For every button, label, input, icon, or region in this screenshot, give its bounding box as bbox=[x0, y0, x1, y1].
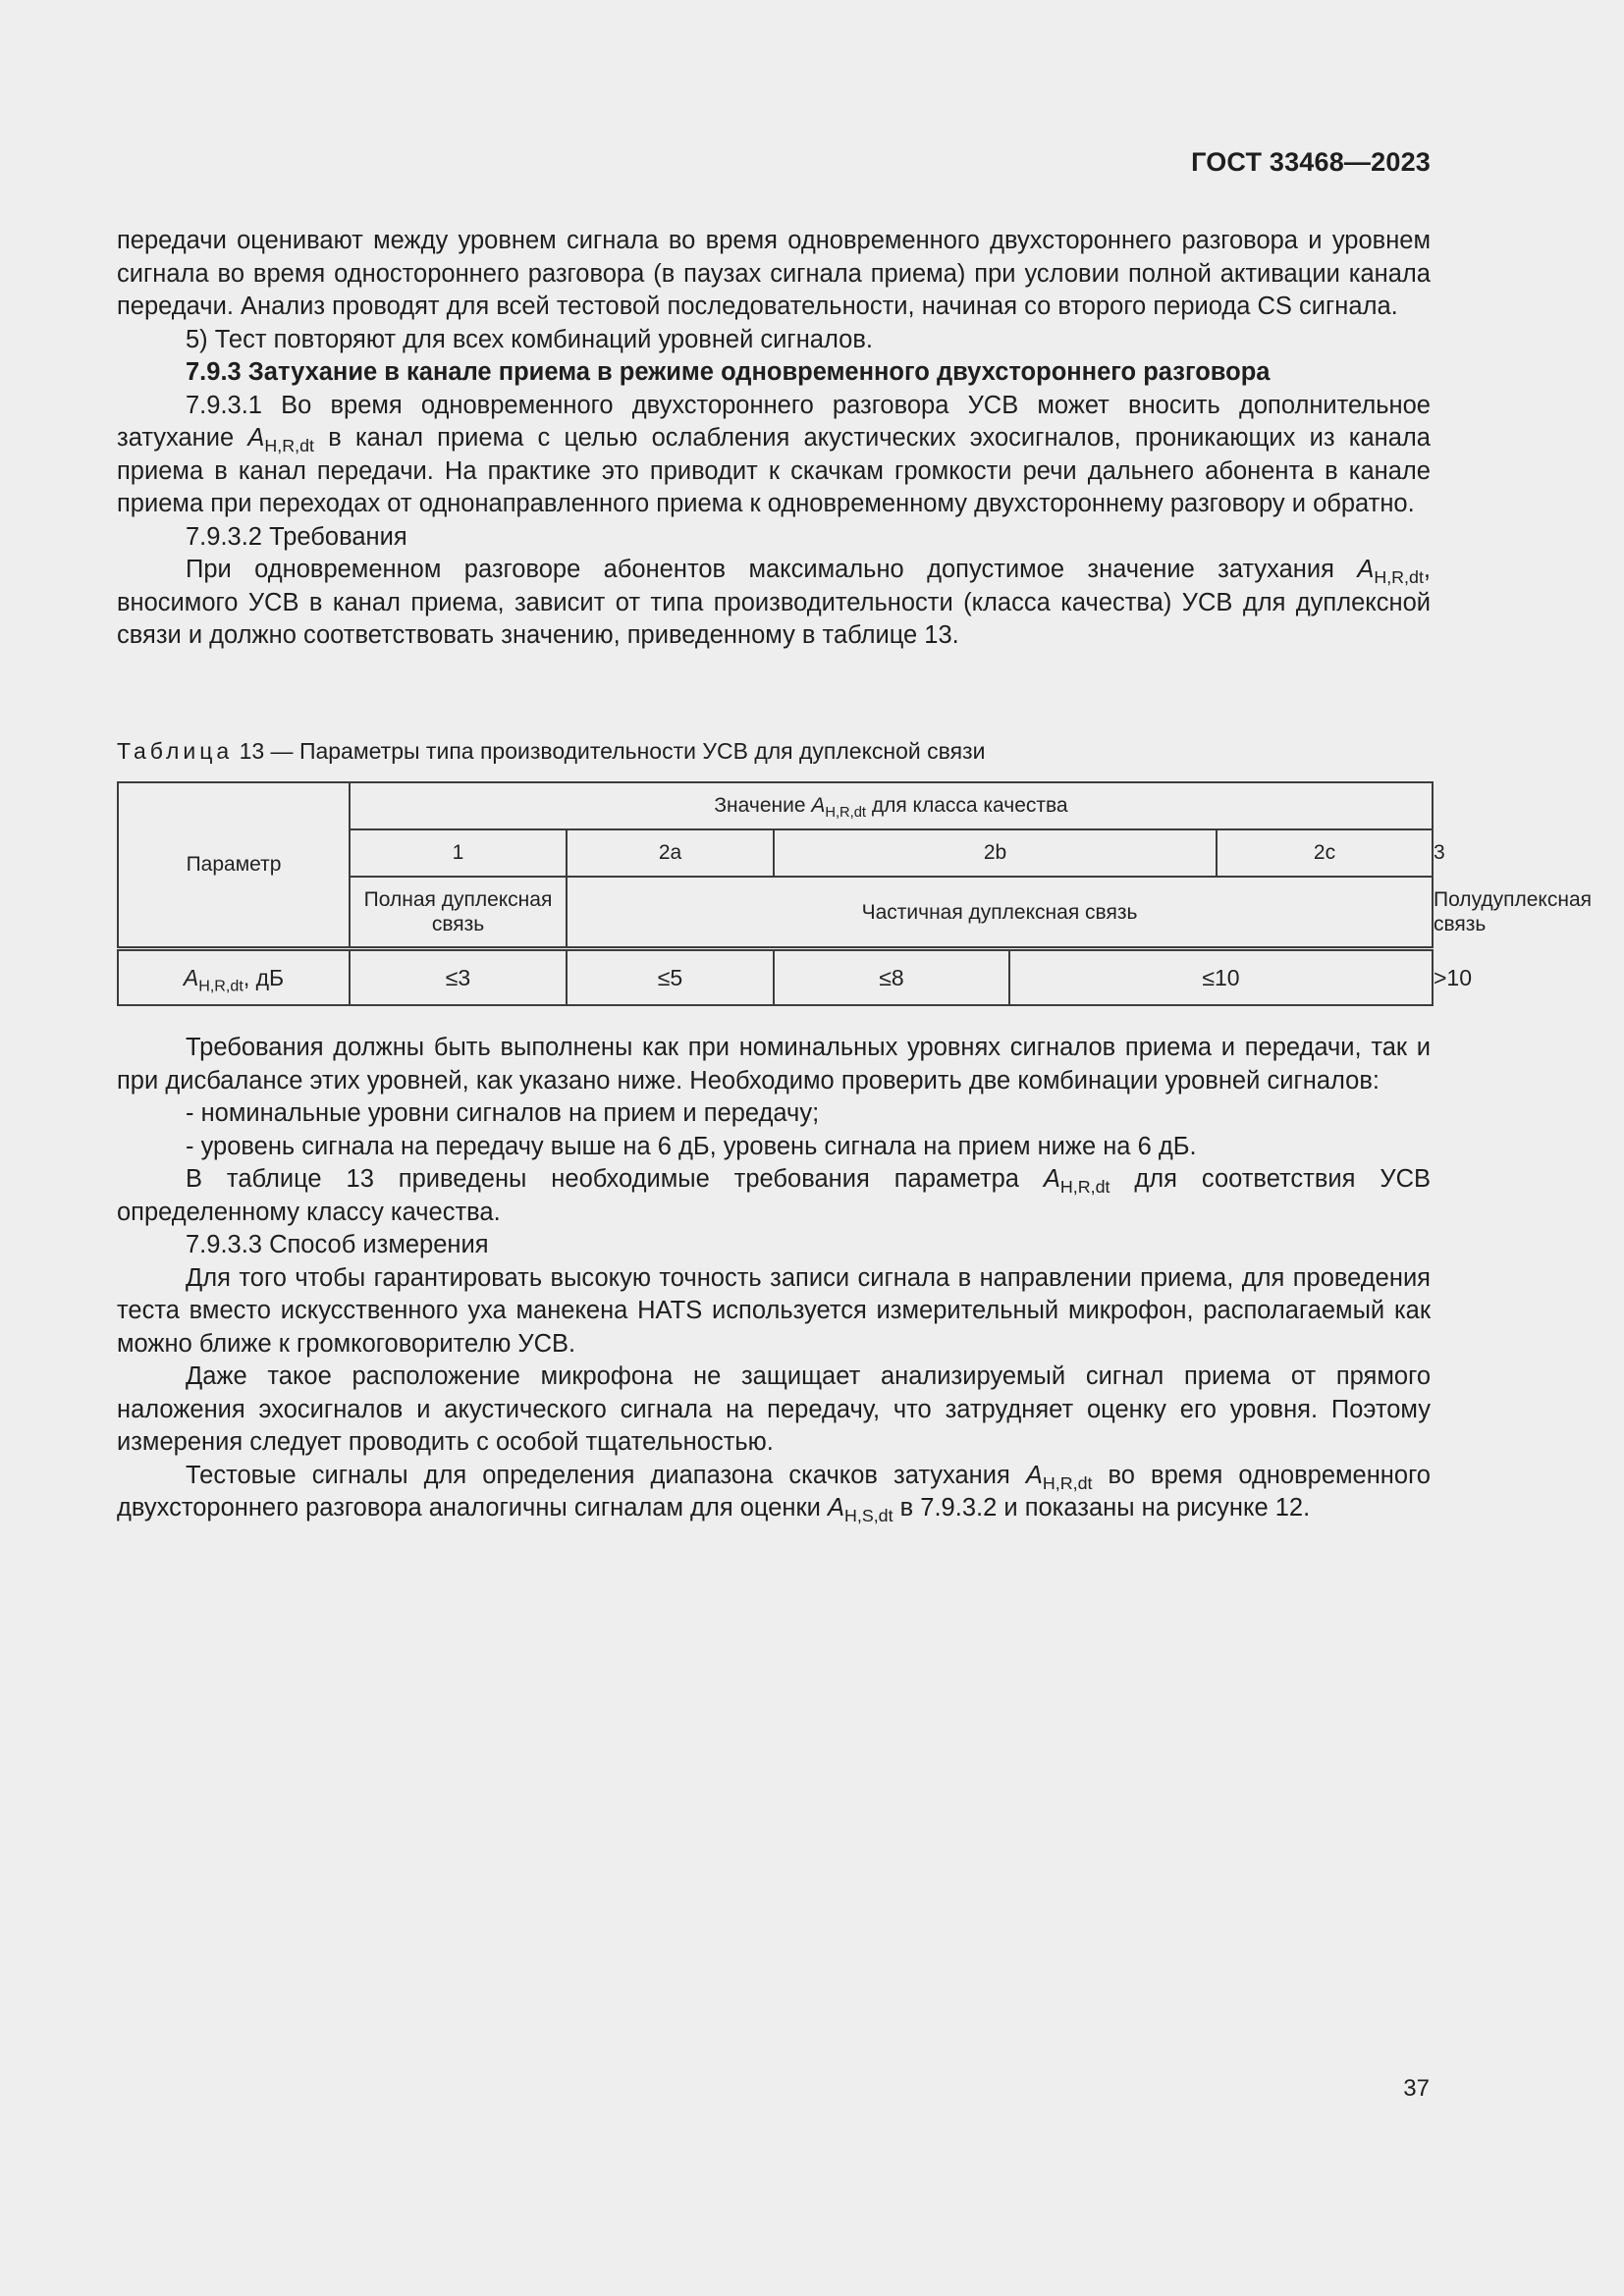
paragraph-method-2: Даже такое расположение микрофона не защищает анализируемый сигнал приема от прямого наложения эхосигналов и акустического сигнала на передачу, что затрудняет оценку его уровня. Поэтому измерения следует проводить с особой тщательностью. bbox=[117, 1362, 1431, 1456]
duplex-type-cell: Частичная дуплексная связь bbox=[567, 877, 1433, 949]
page-number: 37 bbox=[1403, 2075, 1430, 2102]
class-cell: 2b bbox=[774, 829, 1217, 877]
subsection-title-7-9-3-2: 7.9.3.2 Требования bbox=[186, 522, 407, 551]
paragraph-method-1: Для того чтобы гарантировать высокую точность записи сигнала в направлении приема, для проведения теста вместо искусственного уха манекена HATS используется измерительный микрофон, располагаемый как можно ближе к громкоговорителю УСВ. bbox=[117, 1263, 1431, 1358]
table-caption: Таблица 13 — Параметры типа производительности УСВ для дуплексной связи bbox=[117, 738, 986, 764]
section-heading-7-9-3: 7.9.3 Затухание в канале приема в режиме одновременного двухстороннего разговора bbox=[186, 358, 1271, 386]
param-header-cell: Параметр bbox=[118, 782, 350, 949]
duplex-type-cell: Полная дуплексная связь bbox=[350, 877, 567, 949]
paragraph-table13-ref: В таблице 13 приведены необходимые требования параметра $A_{H,R,dt}$ для соответствия УСВ определенному классу качества. bbox=[117, 1165, 1431, 1226]
document-id: ГОСТ 33468—2023 bbox=[1191, 147, 1431, 177]
paragraph-requirements: При одновременном разговоре абонентов максимально допустимое значение затухания $A_{H,R,dt}$, вносимого УСВ в канал приема, зависит от типа производительности (класса качества) УСВ для дуплексной связи и должно соответствовать значению, приведенному в таблице 13. bbox=[117, 556, 1431, 649]
symbol-A: A bbox=[247, 424, 265, 452]
body-text-bottom bbox=[117, 1032, 1431, 1525]
subsection-title-7-9-3-3: 7.9.3.3 Способ измерения bbox=[186, 1231, 489, 1258]
value-cell: ≤3 bbox=[350, 949, 567, 1006]
list-item: - номинальные уровни сигналов на прием и передачу; bbox=[186, 1099, 820, 1127]
paragraph-test-repeat: 5) Тест повторяют для всех комбинаций уровней сигналов. bbox=[186, 325, 873, 353]
paragraph-after-table: Требования должны быть выполнены как при номинальных уровнях сигналов приема и передачи, так и при дисбалансе этих уровней, как указано ниже. Необходимо проверить две комбинации уровней сигналов: bbox=[117, 1034, 1431, 1095]
paragraph-test-signals: Тестовые сигналы для определения диапазона скачков затухания $A_{H,R,dt}$ во время одновременного двухстороннего разговора аналогичны сигналам для оценки $A_{H,S,dt}$ в 7.9.3.2 и показаны на рисунке 12. bbox=[117, 1461, 1431, 1526]
body-text-top bbox=[117, 225, 1431, 653]
value-cell: ≤8 bbox=[774, 949, 1009, 1006]
value-cell: ≤10 bbox=[1009, 949, 1433, 1006]
row-label-cell: $A_{H,R,dt}$, дБ bbox=[118, 949, 350, 1006]
class-cell: 2c bbox=[1217, 829, 1433, 877]
class-cell: 2a bbox=[567, 829, 774, 877]
value-cell: ≤5 bbox=[567, 949, 774, 1006]
class-cell: 1 bbox=[350, 829, 567, 877]
table-13: Параметр Значение $A_{H,R,dt}$ для класса качества 1 2a 2b 2c 3 Полная дуплексная связь Частичная дуплексная связь Полудуплексная связь $A_{H,R,dt}$, дБ ≤3 ≤5 ≤8 ≤10 >10 bbox=[117, 781, 1432, 1006]
paragraph-continuation: передачи оценивают между уровнем сигнала во время одновременного двухстороннего разговора и уровнем сигнала во время одностороннего разговора (в паузах сигнала приема) при условии полной активации канала передачи. Анализ проводят для всей тестовой последовательности, начиная со второго периода CS сигнала. bbox=[117, 227, 1431, 320]
paragraph-7-9-3-1: 7.9.3.1 Во время одновременного двухстороннего разговора УСВ может вносить дополнительное затухание $A_{H,R,dt}$ в канал приема с целью ослабления акустических эхосигналов, проникающих из канала приема в канал передачи. На практике это приводит к скачкам громкости речи дальнего абонента в канале приема при переходах от однонаправленного приема к одновременному двухстороннему разговору и обратно. bbox=[117, 391, 1431, 517]
value-header-cell: Значение $A_{H,R,dt}$ для класса качества bbox=[350, 782, 1433, 829]
list-item: - уровень сигнала на передачу выше на 6 дБ, уровень сигнала на прием ниже на 6 дБ. bbox=[186, 1132, 1197, 1160]
